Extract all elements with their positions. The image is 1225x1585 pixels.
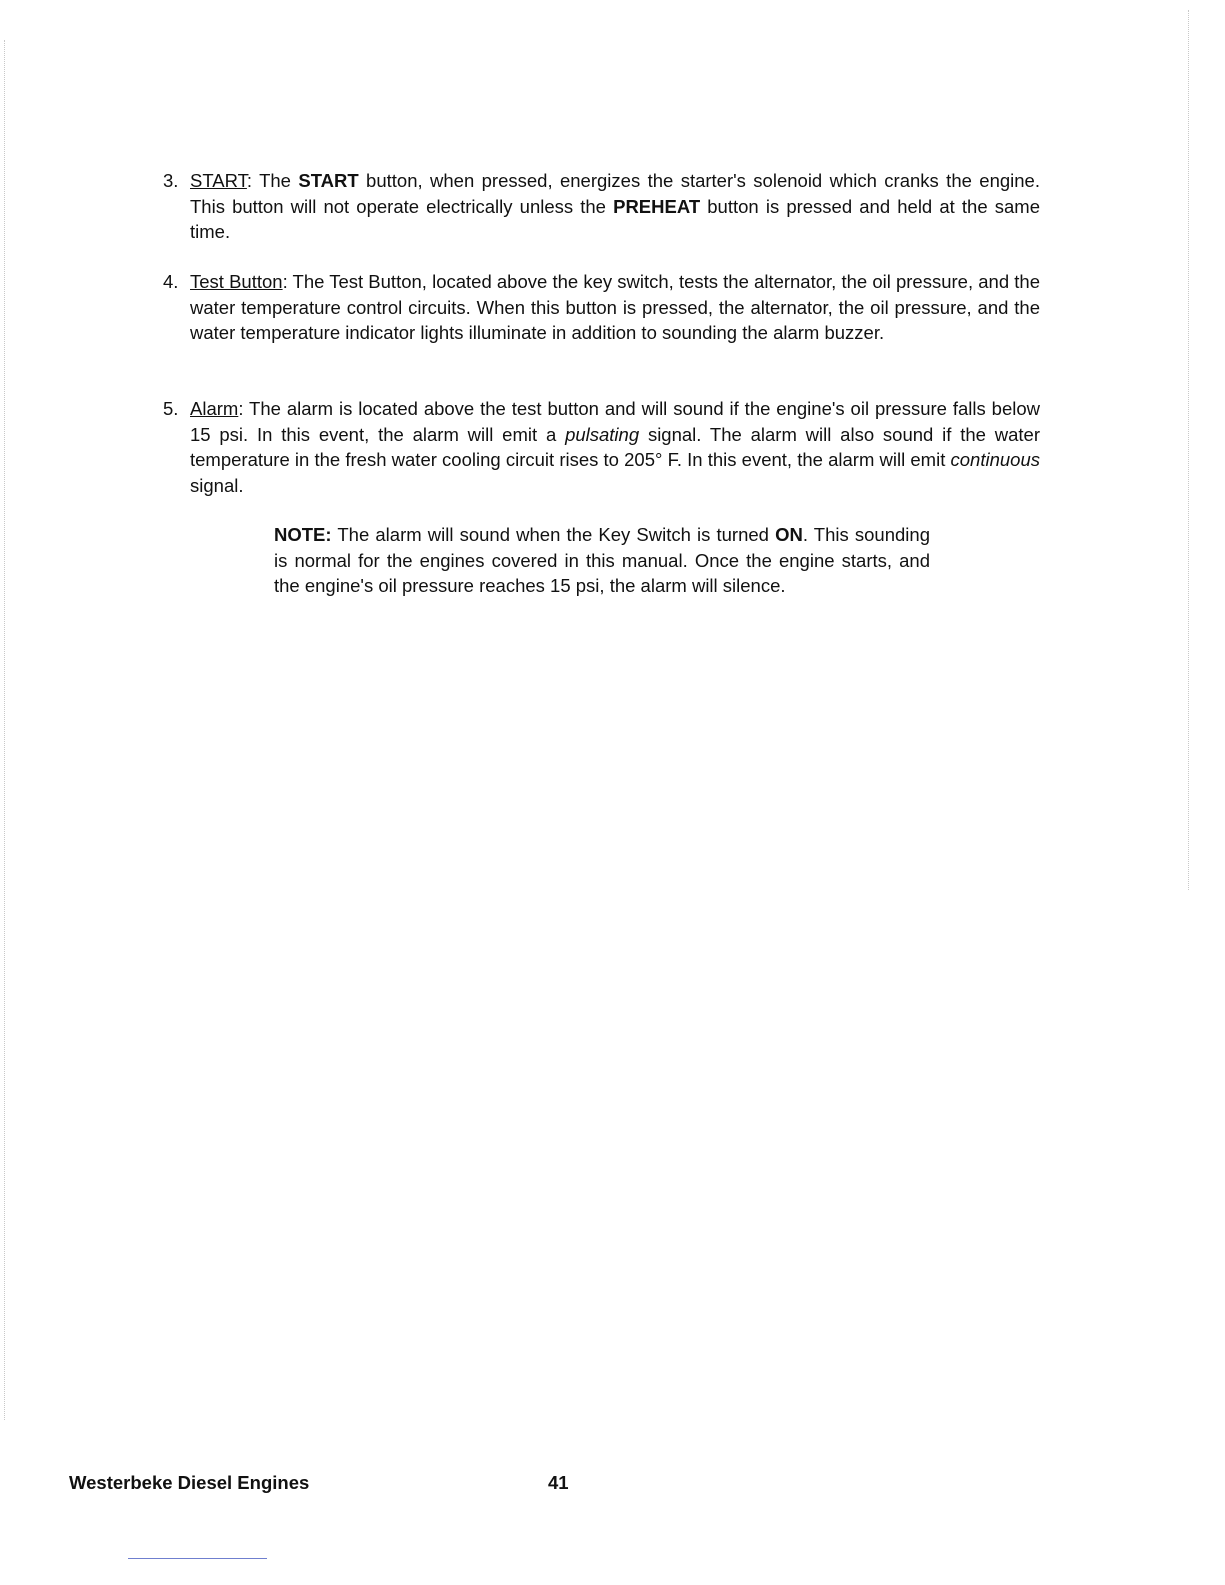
- item-emphasis: continuous: [950, 449, 1040, 470]
- note-text: The alarm will sound when the Key Switch is turned: [331, 524, 776, 545]
- item-text: button, when pressed, energizes the starter's solenoid which cranks the engine. This button will not operate electrically unless the: [190, 170, 1040, 217]
- item-title: START: [190, 170, 247, 191]
- item-title: Alarm: [190, 398, 239, 419]
- item-number: 4.: [163, 271, 179, 292]
- item-body: [190, 168, 1040, 245]
- item-text: button is pressed and held at the same time.: [190, 195, 1040, 242]
- item-number: 5.: [163, 398, 179, 419]
- list-item-alarm: [163, 396, 1040, 498]
- item-text: signal. The alarm will also sound if the water temperature in the fresh water cooling circuit rises to 205° F. In this event, the alarm will emit: [190, 423, 1040, 470]
- item-emphasis: START: [298, 170, 359, 191]
- list-item-start: [163, 168, 1040, 245]
- item-body: [190, 269, 1040, 346]
- list-item-test-button: [163, 269, 1040, 346]
- item-text: : The: [246, 170, 299, 191]
- bottom-rule: [128, 1558, 267, 1559]
- scan-edge-mark: [1188, 10, 1189, 890]
- item-emphasis: PREHEAT: [613, 195, 701, 217]
- item-number: 3.: [163, 170, 179, 191]
- item-text: : The alarm is located above the test button and will sound if the engine's oil pressure falls below 15 psi. In this event, the alarm will emit a: [190, 398, 1040, 445]
- page-number: 41: [548, 1472, 569, 1493]
- footer-publisher: Westerbeke Diesel Engines: [69, 1472, 310, 1493]
- scan-edge-mark: [4, 40, 5, 1420]
- item-emphasis: pulsating: [565, 423, 640, 445]
- note-label: NOTE:: [274, 524, 332, 545]
- item-body: [190, 396, 1040, 498]
- item-title: Test Button: [190, 271, 283, 292]
- note-block: [274, 522, 930, 599]
- note-text: . This sounding is normal for the engines covered in this manual. Once the engine starts, and the engine's oil pressure reaches 15 psi, the alarm will silence.: [274, 524, 930, 596]
- item-text: : The Test Button, located above the key switch, tests the alternator, the oil pressure, and the water temperature control circuits. When this button is pressed, the alternator, the oil pressure, and the water temperature indicator lights illuminate in addition to sounding the alarm buzzer.: [190, 271, 1040, 343]
- item-text: signal.: [190, 474, 244, 496]
- note-emphasis: ON: [775, 524, 803, 545]
